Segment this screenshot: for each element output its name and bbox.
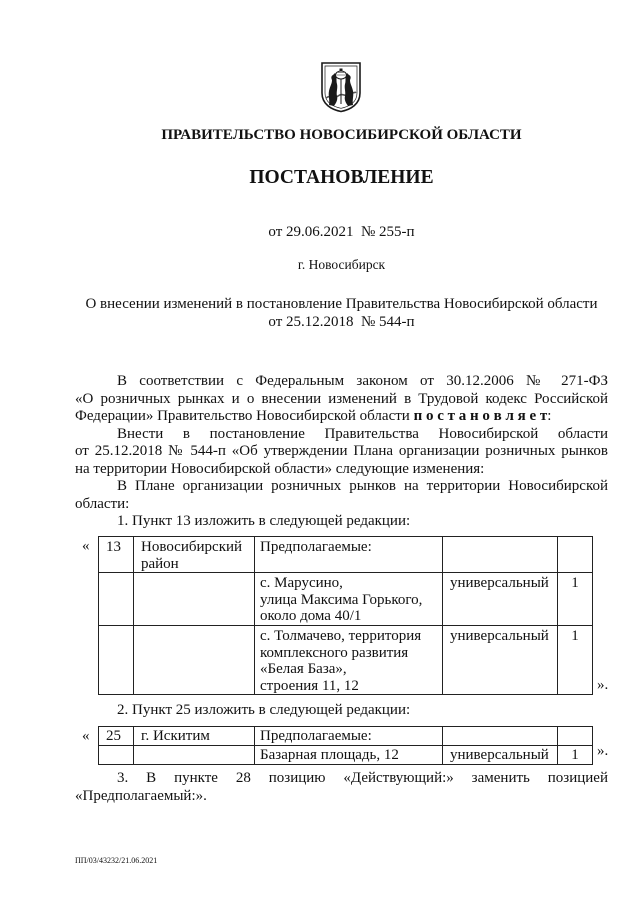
- text-line: области:: [75, 495, 130, 512]
- title-line: от 25.12.2018 № 544-п: [268, 314, 415, 330]
- cell-locality: [134, 573, 255, 626]
- paragraph-amend: [75, 426, 608, 479]
- table-row: [99, 745, 593, 764]
- cell-count: 1: [558, 573, 593, 626]
- text-line: «Предполагаемый:».: [75, 787, 207, 804]
- text-line: [75, 408, 608, 426]
- cell-locality: [134, 745, 255, 764]
- cell-count: 1: [558, 745, 593, 764]
- text-segment: Федерации» Правительство Новосибирской области: [75, 408, 410, 425]
- item-2-text: 2. Пункт 25 изложить в следующей редакции:: [117, 702, 411, 719]
- item-2-block: [75, 702, 608, 720]
- table-row: [99, 727, 593, 746]
- cell-type: универсальный: [443, 573, 558, 626]
- address-line: Предполагаемые:: [260, 539, 372, 555]
- item-1-text: 1. Пункт 13 изложить в следующей редакции:: [117, 513, 411, 530]
- cell-type: [443, 537, 558, 573]
- table2-close-quote: ».: [597, 743, 609, 759]
- market-table-item-13: [98, 536, 593, 695]
- emblem-salt-cellar: [340, 69, 343, 72]
- decree-word: п о с т а н о в л я е т: [413, 408, 548, 425]
- text-line: «О розничных рынках и о внесении изменений в Трудовой кодекс Российской: [75, 390, 608, 407]
- document-title: [75, 295, 608, 331]
- cell-address: [255, 537, 443, 573]
- table2-open-quote: «: [82, 728, 90, 744]
- cell-count: 1: [558, 625, 593, 694]
- address-line: комплексного развития: [260, 644, 409, 661]
- paragraph-plan: [75, 478, 608, 513]
- address-line: около дома 40/1: [260, 608, 362, 625]
- cell-type: универсальный: [443, 745, 558, 764]
- cell-type: универсальный: [443, 625, 558, 694]
- cell-address: [255, 745, 443, 764]
- text-line: 3. В пункте 28 позицию «Действующий:» заменить позицией: [117, 770, 608, 787]
- address-line: с. Толмачево, территория: [260, 627, 422, 644]
- document-date-number: от 29.06.2021 № 255-п: [268, 224, 415, 240]
- table1-close-quote: ».: [597, 677, 609, 693]
- document-city: г. Новосибирск: [297, 257, 386, 272]
- cell-number: 25: [99, 727, 134, 746]
- market-table-item-25: [98, 726, 593, 765]
- cell-number: [99, 625, 134, 694]
- text-line: Внести в постановление Правительства Новосибирской области: [117, 425, 608, 442]
- address-line: улица Максима Горького,: [260, 591, 423, 608]
- cell-address: [255, 727, 443, 746]
- text-line: В соответствии с Федеральным законом от 30.12.2006 № 271-ФЗ: [117, 373, 608, 390]
- document-registration-code: ПП/03/43232/21.06.2021: [75, 856, 158, 865]
- cell-locality: [134, 625, 255, 694]
- cell-address: [255, 625, 443, 694]
- table1-open-quote: «: [82, 538, 90, 554]
- paragraph-legal-basis: [75, 373, 608, 426]
- address-line: Предполагаемые:: [260, 728, 372, 744]
- table-row: [99, 573, 593, 626]
- cell-locality: г. Искитим: [134, 727, 255, 746]
- text-line: В Плане организации розничных рынков на территории Новосибирской: [117, 478, 608, 495]
- address-line: Базарная площадь, 12: [260, 746, 399, 763]
- coat-of-arms-icon: [319, 60, 363, 113]
- body-text: [75, 373, 608, 531]
- table-row: [99, 625, 593, 694]
- address-line: «Белая База»,: [260, 661, 347, 678]
- text-line: от 25.12.2018 № 544-п «Об утверждении Плана организации розничных рынков: [75, 443, 608, 460]
- cell-count: [558, 727, 593, 746]
- cell-address: [255, 573, 443, 626]
- address-line: с. Марусино,: [260, 575, 343, 592]
- title-line: О внесении изменений в постановление Правительства Новосибирской области: [85, 296, 598, 312]
- cell-count: [558, 537, 593, 573]
- text-line: на территории Новосибирской области» следующие изменения:: [75, 460, 485, 477]
- organization-heading: ПРАВИТЕЛЬСТВО НОВОСИБИРСКОЙ ОБЛАСТИ: [161, 127, 522, 143]
- cell-number: [99, 745, 134, 764]
- table-row: [99, 537, 593, 573]
- cell-type: [443, 727, 558, 746]
- cell-number: [99, 573, 134, 626]
- address-line: строения 11, 12: [260, 677, 359, 694]
- cell-locality: Новосибирский район: [134, 537, 255, 573]
- document-type-heading: ПОСТАНОВЛЕНИЕ: [249, 167, 434, 188]
- cell-number: 13: [99, 537, 134, 573]
- text-segment: :: [547, 408, 552, 425]
- item-3-block: [75, 770, 608, 805]
